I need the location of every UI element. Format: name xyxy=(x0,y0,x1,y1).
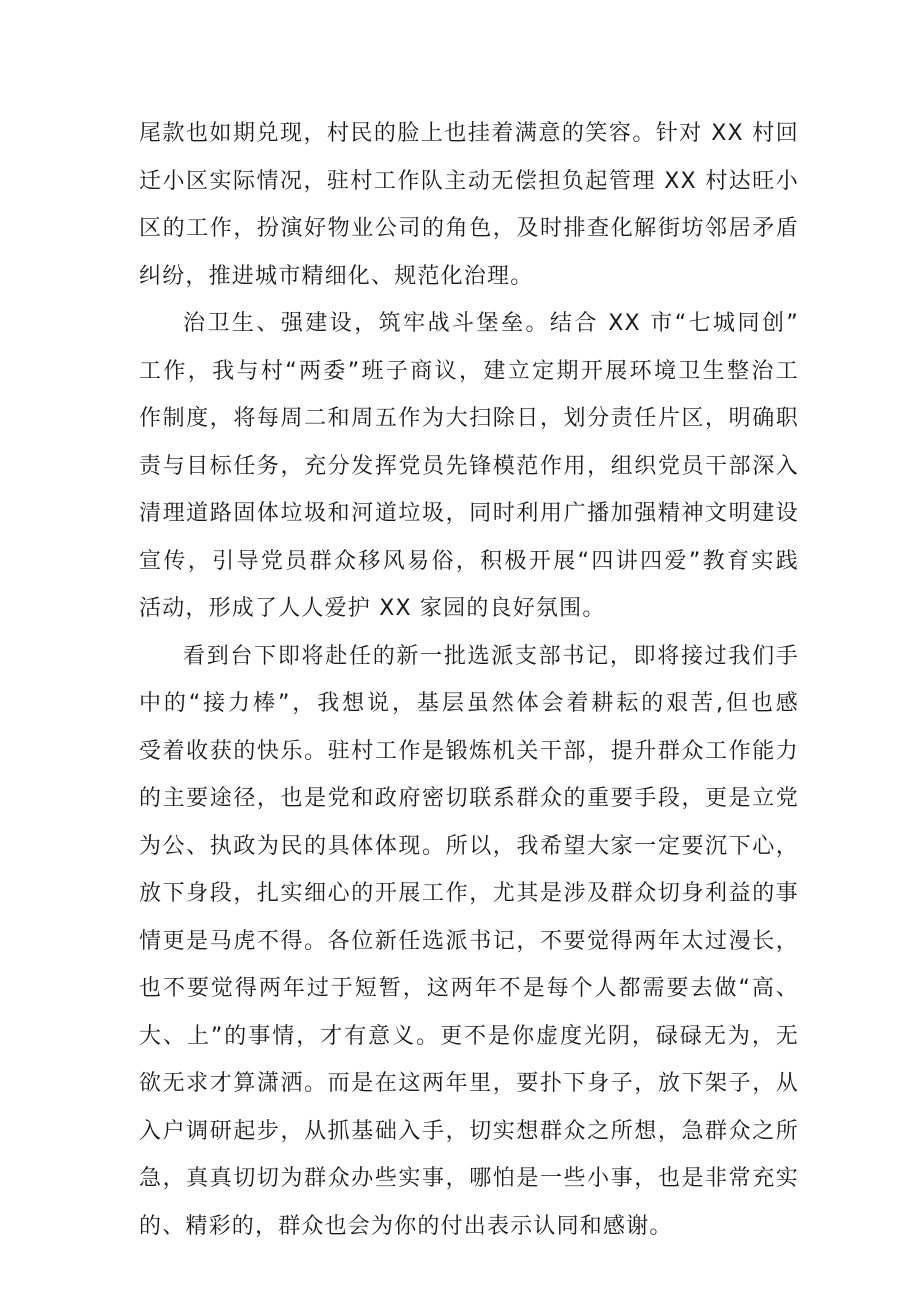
text-line: 放下身段，扎实细心的开展工作，尤其是涉及群众切身利益的事 xyxy=(139,881,799,906)
text-line: 欲无求才算潇洒。而是在这两年里，要扑下身子，放下架子，从 xyxy=(139,1071,799,1096)
text-line: 清理道路固体垃圾和河道垃圾，同时利用广播加强精神文明建设 xyxy=(139,501,799,526)
paragraph-2 xyxy=(139,300,799,633)
text-line: 急，真真切切为群众办些实事，哪怕是一些小事，也是非常充实 xyxy=(139,1166,799,1191)
text-line: 治卫生、强建设，筑牢战斗堡垒。结合 XX 市“七城同创” xyxy=(183,311,799,336)
text-line: 迁小区实际情况，驻村工作队主动无偿担负起管理 XX 村达旺小 xyxy=(139,168,799,194)
text-line: 入户调研起步，从抓基础入手，切实想群众之所想，急群众之所 xyxy=(139,1118,799,1144)
text-line: 尾款也如期兑现，村民的脸上也挂着满意的笑容。针对 XX 村回 xyxy=(139,121,799,146)
text-line: 纠纷，推进城市精细化、规范化治理。 xyxy=(139,263,534,289)
text-line: 情更是马虎不得。各位新任选派书记，不要觉得两年太过漫长， xyxy=(139,928,799,954)
text-line: 的、精彩的，群众也会为你的付出表示认同和感谢。 xyxy=(139,1213,673,1239)
text-line: 责与目标任务，充分发挥党员先锋模范作用，组织党员干部深入 xyxy=(139,453,799,479)
text-line: 区的工作，扮演好物业公司的角色，及时排查化解街坊邻居矛盾 xyxy=(139,216,799,241)
text-line: 受着收获的快乐。驻村工作是锻炼机关干部，提升群众工作能力 xyxy=(139,738,799,764)
text-line: 作制度，将每周二和周五作为大扫除日，划分责任片区，明确职 xyxy=(139,406,799,431)
text-line: 看到台下即将赴任的新一批选派支部书记，即将接过我们手 xyxy=(183,643,799,669)
text-line: 宣传，引导党员群众移风易俗，积极开展“四讲四爱”教育实践 xyxy=(139,548,799,574)
text-line: 为公、执政为民的具体体现。所以，我希望大家一定要沉下心， xyxy=(139,833,799,859)
paragraph-3 xyxy=(139,633,799,1251)
text-line: 也不要觉得两年过于短暂，这两年不是每个人都需要去做“高、 xyxy=(139,976,799,1001)
text-line: 工作，我与村“两委”班子商议，建立定期开展环境卫生整治工 xyxy=(139,358,799,384)
text-line: 的主要途径，也是党和政府密切联系群众的重要手段，更是立党 xyxy=(139,786,799,811)
paragraph-1 xyxy=(139,110,799,300)
text-line: 活动，形成了人人爱护 XX 家园的良好氛围。 xyxy=(139,596,606,621)
document-page xyxy=(139,110,799,1250)
text-line: 大、上”的事情，才有意义。更不是你虚度光阴，碌碌无为，无 xyxy=(139,1023,799,1049)
text-line: 中的“接力棒”，我想说，基层虽然体会着耕耘的艰苦,但也感 xyxy=(139,691,799,716)
